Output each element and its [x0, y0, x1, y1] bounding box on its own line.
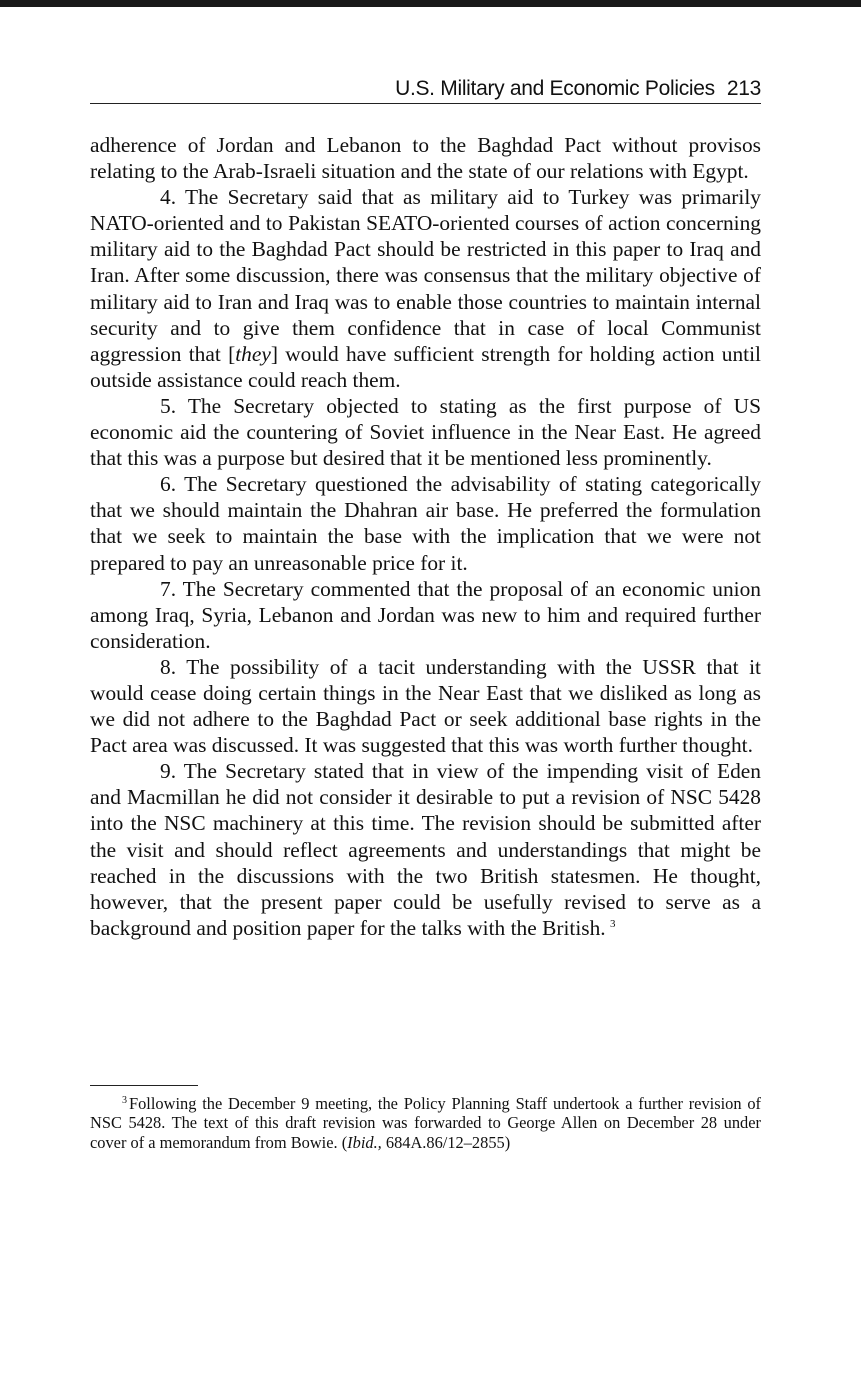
- paragraph-text: 8. The possibility of a tacit understanding with the USSR that it would cease doing certain things in the Near East that we disliked as long as we did not adhere to the Baghdad Pact or seek additional base rights in the Pact area was discussed. It was suggested that this was worth further thought.: [90, 654, 761, 758]
- paragraph-6: [90, 471, 761, 575]
- footnote: [90, 1094, 761, 1152]
- paragraph-8: [90, 654, 761, 758]
- running-head-title: U.S. Military and Economic Policies: [395, 77, 715, 100]
- paragraph-text: 9. The Secretary stated that in view of the impending visit of Eden and Macmillan he did not consider it desirable to put a revision of NSC 5428 into the NSC machinery at this time. The revision should be submitted after the visit and should reflect agreements and understandings that might be reached in the discussions with the two British statesmen. He thought, however, that the present paper could be usefully revised to serve as a background and position paper for the talks with the British.: [90, 759, 761, 940]
- footnote-reference[interactable]: 3: [609, 917, 616, 930]
- editorial-insertion: they: [235, 341, 271, 366]
- paragraph-text: would have sufficient strength for holding action until outside assistance could reach them.: [90, 341, 761, 392]
- paragraph-4: [90, 184, 761, 393]
- footnote-text: 684A.86/12–2855): [381, 1132, 511, 1152]
- footnote-number: 3: [122, 1094, 127, 1106]
- top-border: [0, 0, 861, 7]
- paragraph-9: [90, 758, 761, 941]
- paragraph-text: 7. The Secretary commented that the proposal of an economic union among Iraq, Syria, Lebanon and Jordan was new to him and required further consideration.: [90, 576, 761, 653]
- editorial-bracket-close: ]: [270, 341, 278, 366]
- body-text: [90, 132, 761, 941]
- paragraph-text: 6. The Secretary questioned the advisability of stating categorically that we should maintain the Dhahran air base. He preferred the formulation that we seek to maintain the base with the implication that we were not prepared to pay an unreasonable price for it.: [90, 472, 761, 575]
- footnote-divider: [90, 1085, 198, 1086]
- editorial-bracket-open: [: [228, 341, 236, 366]
- paragraph-continued: [90, 132, 761, 184]
- paragraph-text: 4. The Secretary said that as military aid to Turkey was primarily NATO-oriented and to Pakistan SEATO-oriented courses of action concerning military aid to the Baghdad Pact should be restricted in this paper to Iraq and Iran. After some discussion, there was consensus that the military objective of military aid to Iran and Iraq was to enable those countries to maintain internal security and to give them confidence that in case of local Communist aggression that: [90, 185, 761, 366]
- paragraph-7: [90, 576, 761, 654]
- running-head: [90, 76, 761, 104]
- paragraph-5: [90, 393, 761, 471]
- footnote-text: Following the December 9 meeting, the Policy Planning Staff undertook a further revision of NSC 5428. The text of this draft revision was forwarded to George Allen on December 28 under cover of a memorandum from Bowie. (: [90, 1094, 761, 1152]
- page-number: 213: [726, 77, 761, 100]
- paragraph-text: 5. The Secretary objected to stating as the first purpose of US economic aid the countering of Soviet influence in the Near East. He agreed that this was a purpose but desired that it be mentioned less prominently.: [90, 393, 761, 471]
- footnote-citation-italic: Ibid.,: [347, 1132, 382, 1152]
- paragraph-text: adherence of Jordan and Lebanon to the Baghdad Pact without provisos relating to the Arab-Israeli situation and the state of our relations with Egypt.: [90, 133, 761, 184]
